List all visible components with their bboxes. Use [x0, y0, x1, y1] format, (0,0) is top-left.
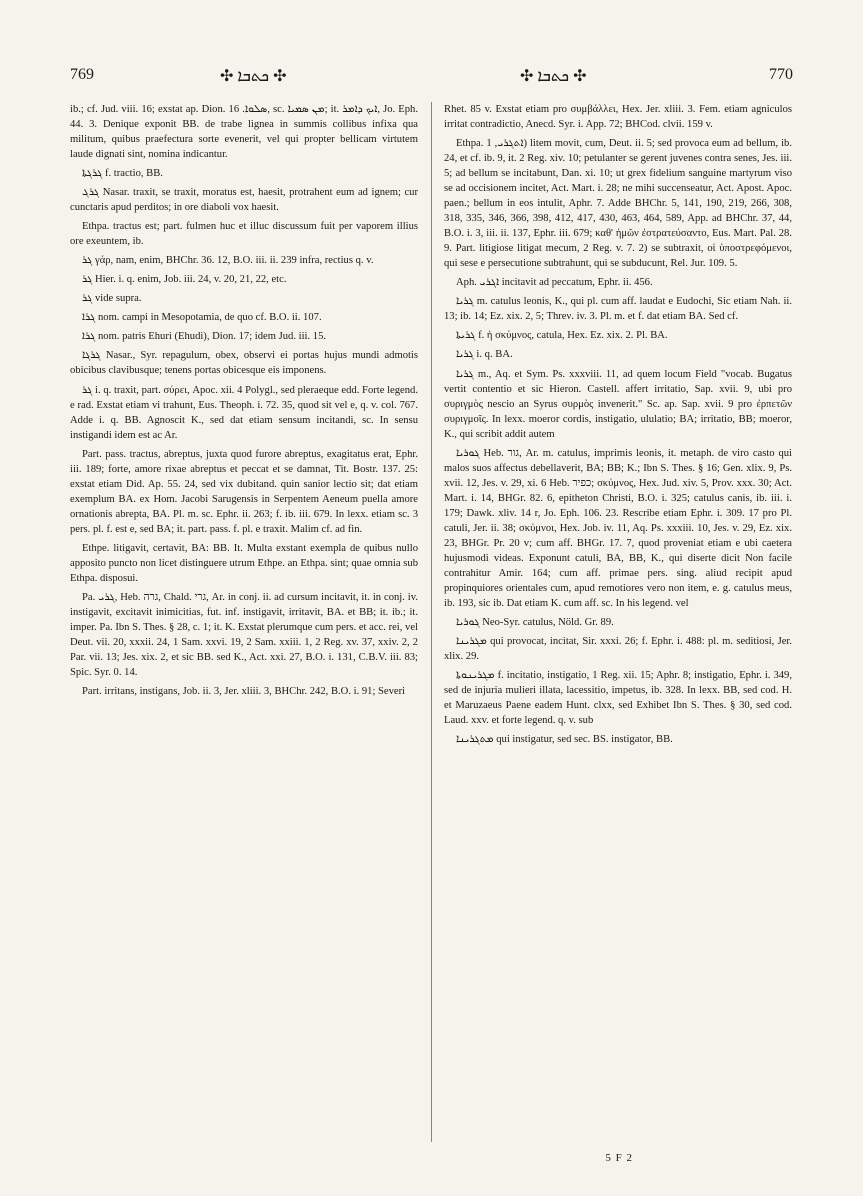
dictionary-entry: Pa. ܓܪܝ, Heb. גרה, Chald. גרי, Ar. in conj. ii. ad cursum incitavit, it. in conj. iv. instigavit, excitavit inimicitias, fut. inf. instigavit, irritavit, BA. et BB; it. ib.; it. imper. Pa. Ibn S. Thes. § 28, c. 1; it. K. Exstat plerumque cum pers. et acc. rei, vel Deut. vii. 20, xxxii. 24, 1 Sam. xxvi. 19, 2 Sam. xxiii. 1, 2 Reg. xv. 37, xxiv. 2, 2 Par. vii. 13; Jes. xix. 2, et sic BB. sed K., Act. xxi. 27, B.O. i. 131, C.B.V. iii. 83; Spic. Syr. 0. 14.	[70, 591, 418, 679]
dictionary-entry: ib.; cf. Jud. viii. 16; exstat ap. Dion. ܣܠܘܐ. 16, sc. ܡܢ ܣܡܝܐ; it. ܐܝܟ ܕܐܡܪ, Jo. Eph. 44. 3. Denique exponit BB. de trabe lignea in summis collibus infixa qua militum, quibus praefectura sorte evenerit, vel qui propter bellicam virtutem laude dignati sint, nomina indicantur.	[70, 104, 418, 161]
dictionary-entry: ܓܪ Hier. i. q. enim, Job. iii. 24, v. 20, 21, 22, etc.	[82, 274, 287, 286]
dictionary-entry: ܓܪܓܬܐ f. tractio, BB.	[82, 168, 163, 180]
running-title-left: ✣ ܟܬܒܐ ✣	[220, 68, 287, 85]
dictionary-entry: ܡܓܪܝܢܐ qui provocat, incitat, Sir. xxxi. 26; f. Ephr. i. 488: pl. m. seditiosi, Jer. xlix. 29.	[444, 636, 792, 663]
dictionary-entry: ܓܪܝܐ m., Aq. et Sym. Ps. xxxviii. 11, ad quem locum Field "vocab. Bugatus vertit contentio et sic Hieron. Castell. affert irritatio, Sap. xvii. 9, ubi pro συριγμὸς nescio an Syrus συρμὸς invenerit." Sc. ap. Sap. xvii. 9 pro ἐρπετῶν συριγμοῖς. In lexx. moeror cordis, instigatio, ululatio; BA; irritatio, BB; moeror, K., qui scribit addit autem	[444, 368, 792, 440]
dictionary-entry: ܓܪܐ nom. patris Ehuri (Ehudi), Dion. 17; idem Jud. iii. 15.	[82, 331, 327, 343]
right-column	[444, 102, 792, 1142]
dictionary-entry: ܓܘܪܝܐ Neo-Syr. catulus, Nöld. Gr. 89.	[456, 617, 614, 628]
dictionary-entry: ܓܪܓ Nasar. traxit, se traxit, moratus est, haesit, protrahent eum ad ignem; cur cunctaris apud perditos; in ore diaboli vox haesit.	[70, 187, 418, 214]
columns	[70, 102, 793, 1142]
dictionary-entry: Rhet. 85 v. Exstat etiam pro συμβάλλει, Hex. Jer. xliii. 3. Fem. etiam agniculos irritat contradictio, Anecd. Syr. i. App. 72; BHCod. clvii. 159 v.	[444, 104, 792, 131]
dictionary-entry: Aph. ܐܓܪܝ incitavit ad peccatum, Ephr. ii. 456.	[456, 277, 653, 289]
page-number-right: 770	[769, 66, 793, 83]
dictionary-entry: ܓܘܪܝܐ Heb. גור, Ar. m. catulus, imprimis leonis, it. metaph. de viro casto qui malos suos affectus debellaverit, BA; BB; K.; Ibn S. Thes. § 16; Gen. xlix. 9, Ps. xvii. 12, Jes. v. 29, xi. 6 Heb. כפיר; σκύμνος, Hex. Jud. xiv. 5, Prov. xxx. 30; Act. Mart. i. 14, BHGr. 82. 6, epitheton Christi, B.O. i. 325; catulus canis, ib. iii. i. 179; Dawk. xliv. 14 r, Jo. Eph. 106. 23. Rescribe etiam Ephr. i. 309. 17 pro Pl. catuli, Jer. ii. 38; σκύμνοι, Hex. Job. iv. 11, Aq. Ps. xxxiii. 10, Jes. v. 29, Ez. xix. 23, BHGr. Pr. 20 v; cum aff. BHGr. 17. 7, quod proveniat etiam e ubi caetera hujusmodi videas. Exponunt catuli, BA, BB, K., qui diserte dicit Non facile contrahitur Amir. 164; cum aff. primae pers. sing. aliud recipit apud propinquiores orientales cum, apud remotiores vero non item, e. g. catulus meus, ib. 193, sic ib. Dat etiam K. cum aff. sc. In his legend. vel	[444, 447, 792, 609]
dictionary-entry: Ethpa. ܐܬܓܪܝ, 1) litem movit, cum, Deut. ii. 5; sed provoca eum ad bellum, ib. 24, et cf. ib. 9, it. 2 Reg. xiv. 10; petulanter se gerent juvenes contra senes, Jes. iii. 5; ad bellum se incitabunt, Dan. xi. 10; ut grex fidelium sanguine martyrum viso se ad occisionem incitet, Act. Mart. i. 28; ne mihi succenseatur, Act. Apost. Apoc. paen.; bellum in eos intulit, Aphr. 7. Adde BHChr. 5, 141, 190, 219, 266, 308, 318, 335, 346, 366, 398, 412, 417, 430, 463, 464, 589, App. ad BHChr. 37, 44, B.O. i. 3, iii. ii. 137, Ephr. iii. 679; καθ' ἡμῶν ἐστρατεύσαντο, Eus. Mart. Pal. 28. 9. Part. litigiose litigat mecum, 2 Reg. v. 7. 2) se subtraxit, οἱ ὑποστρεφόμενοι, qui sese e persecutione subtrahunt, qui se subducunt, Rel. Jur. 109. 5.	[444, 138, 793, 270]
signature-mark: 5 F 2	[605, 1152, 633, 1164]
left-column	[70, 102, 418, 1142]
running-title-right: ✣ ܟܬܒܐ ✣	[520, 68, 587, 85]
running-head	[70, 66, 793, 92]
dictionary-entry: Ethpa. tractus est; part. fulmen huc et illuc discussum fuit per vaporem illius ore exeuntem, ib.	[70, 221, 418, 248]
dictionary-entry: ܓܪ vide supra.	[82, 293, 142, 305]
dictionary-entry: ܓܪܐ nom. campi in Mesopotamia, de quo cf. B.O. ii. 107.	[82, 312, 322, 324]
dictionary-entry: ܓܪ i. q. traxit, part. σύρει, Apoc. xii. 4 Polygl., sed pleraeque edd. Forte legend. e rad. Exstat etiam vi trahunt, Eus. Theoph. i. 72. 35, quod sit vel e, q. v. col. 767. Adde i. q. BB. Agnoscit K., sed dat etiam sensum incitandi, sc. In sensu instigandi idem est ac Ar.	[70, 384, 418, 441]
page-number-left: 769	[70, 66, 94, 83]
dictionary-entry: Part. pass. tractus, abreptus, juxta quod furore abreptus, exagitatus erat, Ephr. iii. 189; forte, amore rixae abreptus et peccat et se damnat, Tit. Bostr. 137. 25: exstat etiam Did. Ap. 55. 24, sed vix dubitand. quin sanior lectio sit; dat etiam exemplum BA. ex Hom. Jacobi Sarugensis in Serpentem Aeneum puella amore ornationis abrepta, BA. Pl. m. sc. Ephr. ii. 263; f. ib. iii. 679. In lexx. etiam sc. 3 pers. pl. f. est e, sed BA; it. part. pass. f. pl. e traxit. Malim cf. ad fin.	[70, 448, 418, 535]
dictionary-entry: ܓܪܝܐ i. q. BA.	[456, 349, 513, 361]
dictionary-entry: ܡܬܓܪܝܢܐ qui instigatur, sed sec. BS. instigator, BB.	[456, 734, 673, 746]
dictionary-entry: ܓܪ γάρ, nam, enim, BHChr. 36. 12, B.O. iii. ii. 239 infra, rectius q. v.	[82, 255, 374, 267]
dictionary-entry: Part. irritans, instigans, Job. ii. 3, Jer. xliii. 3, BHChr. 242, B.O. i. 91; Severi	[82, 686, 406, 698]
dictionary-entry: ܓܪܝܬܐ f. ἡ σκύμνος, catula, Hex. Ez. xix. 2. Pl. BA.	[456, 330, 668, 342]
dictionary-entry: Ethpe. litigavit, certavit, BA: BB. It. Multa exstant exempla de quibus nullo apposito puncto non licet distinguere utrum Ethpe. an Ethpa. sint; quae omnia sub Ethpa. disposui.	[70, 542, 418, 584]
dictionary-entry: ܡܓܪܝܢܘܬܐ f. incitatio, instigatio, 1 Reg. xii. 15; Aphr. 8; instigatio, Ephr. i. 349, sed de injuria mulieri illata, lacessitio, impetus, ib. 328. In lexx. BB, sed cod. H. et Maruzaeus Paene eadem Hunt. clxx, sed Exhibet Ibn S. Thes. § 30, sed cod. Laud. xxv. et forte legend. q. v. sub	[444, 670, 792, 727]
dictionary-entry: ܓܪܓܐ Nasar., Syr. repagulum, obex, observi ei portas hujus mundi admotis obicibus clavibusque; tenens portas obicesque eis imponens.	[70, 350, 418, 377]
dictionary-entry: ܓܪܝܐ m. catulus leonis, K., qui pl. cum aff. laudat e Eudochi, Sic etiam Nah. ii. 13; ib. 14; Ez. xix. 2, 5; Threν. iv. 3. Pl. m. et f. dat etiam BA. Sed cf.	[444, 296, 792, 323]
